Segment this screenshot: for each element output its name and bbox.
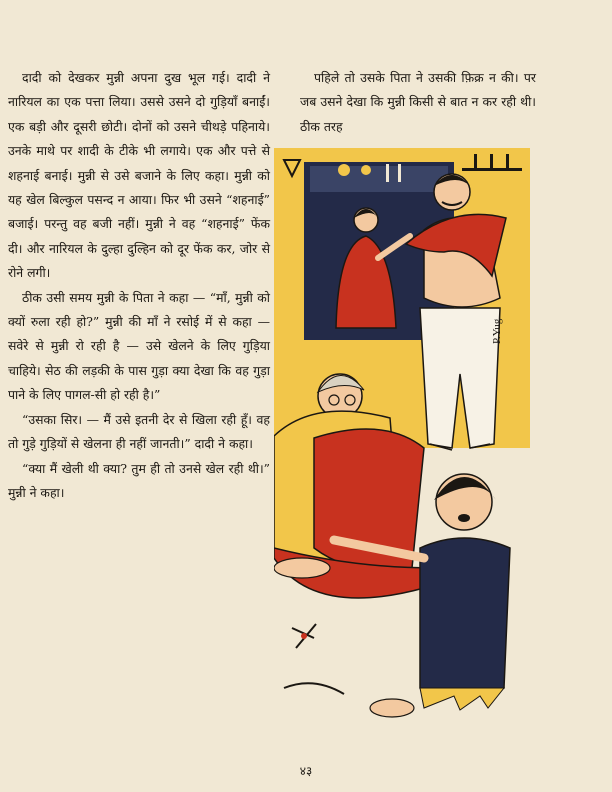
left-paragraph-2: ठीक उसी समय मुन्नी के पिता ने कहा — “माँ, मुन्नी को क्यों रुला रही हो?” मुन्नी की माँ ने रसोई में से कहा — सवेरे से मुन्नी रो रही है — उसे खेलने के लिए गुड़िया चाहिये। सेठ की लड़की के पास गुड़ा क्या देखा कि वह गुड़ा पाने के लिए पागल-सी हो रही है।” (8, 289, 270, 403)
left-paragraph-1: दादी को देखकर मुन्नी अपना दुख भूल गई। दादी ने नारियल का एक पत्ता लिया। उससे उसने दो गुड़ियाँ बनाईं। एक बड़ी और दूसरी छोटी। दोनों को उसने चीथड़े पहिनाये। उनके माथे पर शादी के टीके भी लगाये। एक और पत्ते से शहनाई बनाई। मुन्नी से उसे बजाने के लिए कहा। मुन्नी को यह खेल बिल्कुल पसन्द न आया। फिर भी उसने “शहनाई” बजाई। परन्तु वह बजी नहीं। मुन्नी ने वह “शहनाई” फेंक दी। और नारियल के दुल्हा दुल्हिन को दूर फेंक कर, जोर से रोने लगी। (8, 70, 270, 281)
right-text-column (300, 66, 536, 139)
illustration-art (274, 148, 530, 726)
story-illustration (274, 148, 530, 726)
page-number: ४३ (299, 764, 313, 778)
left-text-column (8, 66, 270, 505)
left-paragraph-4: “क्या मैं खेली थी क्या? तुम ही तो उनसे खेल रही थी।” मुन्नी ने कहा। (8, 460, 270, 500)
right-paragraph-1: पहिले तो उसके पिता ने उसकी फ़िक्र न की। पर जब उसने देखा कि मुन्नी किसी से बात न कर रही थी। ठीक तरह (300, 70, 536, 134)
left-paragraph-3: “उसका सिर। — मैं उसे इतनी देर से खिला रही हूँ। वह तो गुड़े गुड़ियों से खेलना ही नहीं जानती।” दादी ने कहा। (8, 411, 270, 452)
artist-signature: P.Yug (491, 318, 503, 344)
